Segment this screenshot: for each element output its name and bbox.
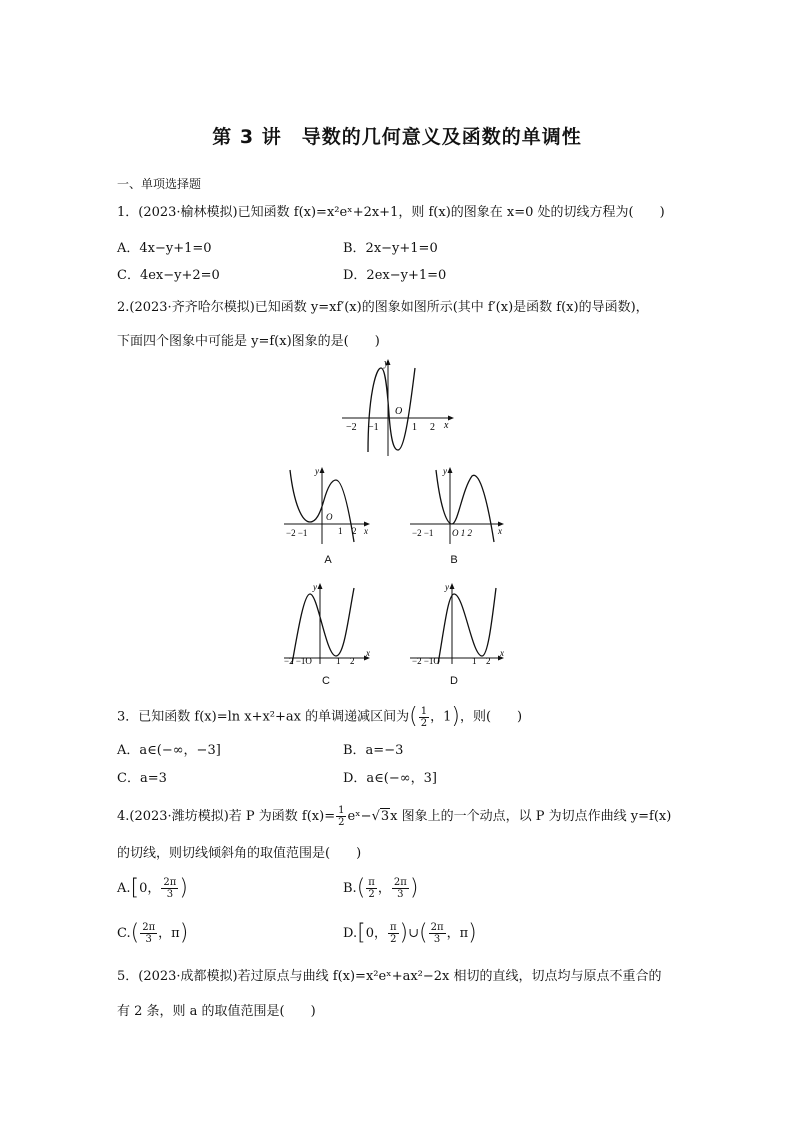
- question-5-line2: 有 2 条，则 a 的取值范围是( ): [117, 1004, 316, 1019]
- a-tick-2: 2: [352, 526, 357, 536]
- main-tick-p2: 2: [430, 422, 435, 433]
- b-x-label: x: [498, 526, 502, 536]
- q3-interval-right: ，1: [430, 709, 452, 725]
- section-heading: 一、单项选择题: [117, 177, 202, 191]
- question-5-line1: 5．(2023·成都模拟)若过原点与曲线 f(x)=x²eˣ+ax²−2x 相切的直线，切点均与原点不重合的: [117, 969, 662, 984]
- main-origin-label: O: [395, 406, 403, 417]
- graph-c-label: C: [322, 675, 330, 687]
- c-tick-1: 1: [336, 656, 341, 666]
- q3-option-b: B．a=−3: [343, 743, 404, 758]
- q1-option-c: C．4ex−y+2=0: [117, 268, 220, 283]
- b-ticks-neg: −2 −1: [412, 528, 434, 538]
- question-1-stem: 1．(2023·榆林模拟)已知函数 f(x)=x²eˣ+2x+1，则 f(x)的图象在 x=0 处的切线方程为( ): [117, 205, 665, 220]
- q1-option-d: D．2ex−y+1=0: [343, 268, 447, 283]
- question-4-stem: 4.(2023·潍坊模拟)若 P 为函数 f(x)= $\frac{1}{2}$ eˣ−√3x 图象上的一个动点，以 P 为切点作曲线 y=f(x): [117, 805, 672, 828]
- d-ticks-neg: −2 −1O: [412, 656, 440, 666]
- main-tick-n1: −1: [368, 422, 379, 433]
- q1-option-b: B．2x−y+1=0: [343, 241, 438, 256]
- main-y-label: y: [384, 358, 389, 369]
- graph-d: [408, 580, 508, 666]
- graph-a-label: A: [324, 554, 332, 566]
- c-tick-2: 2: [350, 656, 355, 666]
- graph-b-label: B: [450, 554, 458, 566]
- question-4-stem-line2: 的切线，则切线倾斜角的取值范围是( ): [117, 846, 362, 861]
- page-title: 第 3 讲 导数的几何意义及函数的单调性: [212, 126, 582, 148]
- b-y-label: y: [443, 466, 447, 476]
- q4-fraction: $\frac{1}{2}$: [338, 805, 345, 828]
- a-ticks-neg: −2 −1: [286, 528, 308, 538]
- graph-c: [282, 580, 374, 666]
- q1-option-a: A．4x−y+1=0: [117, 241, 212, 256]
- c-x-label: x: [366, 648, 370, 658]
- graph-b: [408, 464, 508, 546]
- q3-fraction: $\frac{1}{2}$: [420, 705, 428, 729]
- main-derivative-graph: [338, 356, 458, 460]
- q4-option-d: D.[0， $\frac{\pi}{2}$ )∪( $\frac{2\pi}{3}$ ，π): [343, 920, 477, 946]
- q3-option-d: D．a∈(−∞，3]: [343, 771, 437, 786]
- q4-option-b: B.( $\frac{\pi}{2}$ ， $\frac{2\pi}{3}$ ): [343, 875, 419, 901]
- d-y-label: y: [445, 582, 449, 592]
- a-x-label: x: [364, 526, 368, 536]
- q3-option-a: A．a∈(−∞，−3]: [117, 743, 221, 758]
- c-y-label: y: [313, 582, 317, 592]
- main-x-label: x: [444, 420, 449, 431]
- main-tick-n2: −2: [346, 422, 357, 433]
- q3-stem-post: ，则( ): [459, 709, 523, 725]
- q4-option-a: A.[0， $\frac{2\pi}{3}$ ): [117, 875, 188, 901]
- question-2-stem-line2: 下面四个图象中可能是 y=f(x)图象的是( ): [117, 334, 380, 349]
- d-tick-2: 2: [486, 656, 491, 666]
- main-tick-p1: 1: [412, 422, 417, 433]
- a-y-label: y: [315, 466, 319, 476]
- question-3-stem: 3．已知函数 f(x)=ln x+x²+ax 的单调递减区间为( $\frac{1}{2}$ ，1)，则( ): [117, 704, 523, 729]
- a-origin-label: O: [326, 512, 333, 522]
- b-ticks-pos: O 1 2: [452, 528, 472, 538]
- q3-option-c: C．a=3: [117, 771, 167, 786]
- c-ticks-neg: −2 −1O: [284, 656, 312, 666]
- a-tick-1: 1: [338, 526, 343, 536]
- graph-a: [282, 464, 374, 546]
- graph-d-label: D: [450, 675, 458, 687]
- d-x-label: x: [500, 648, 504, 658]
- q4-option-c: C.( $\frac{2\pi}{3}$ ，π): [117, 920, 189, 946]
- question-2-stem-line1: 2.(2023·齐齐哈尔模拟)已知函数 y=xf′(x)的图象如图所示(其中 f′(x)是函数 f(x)的导函数)，: [117, 300, 649, 315]
- q3-stem-pre: 3．已知函数 f(x)=ln x+x²+ax 的单调递减区间为: [117, 709, 410, 725]
- d-tick-1: 1: [472, 656, 477, 666]
